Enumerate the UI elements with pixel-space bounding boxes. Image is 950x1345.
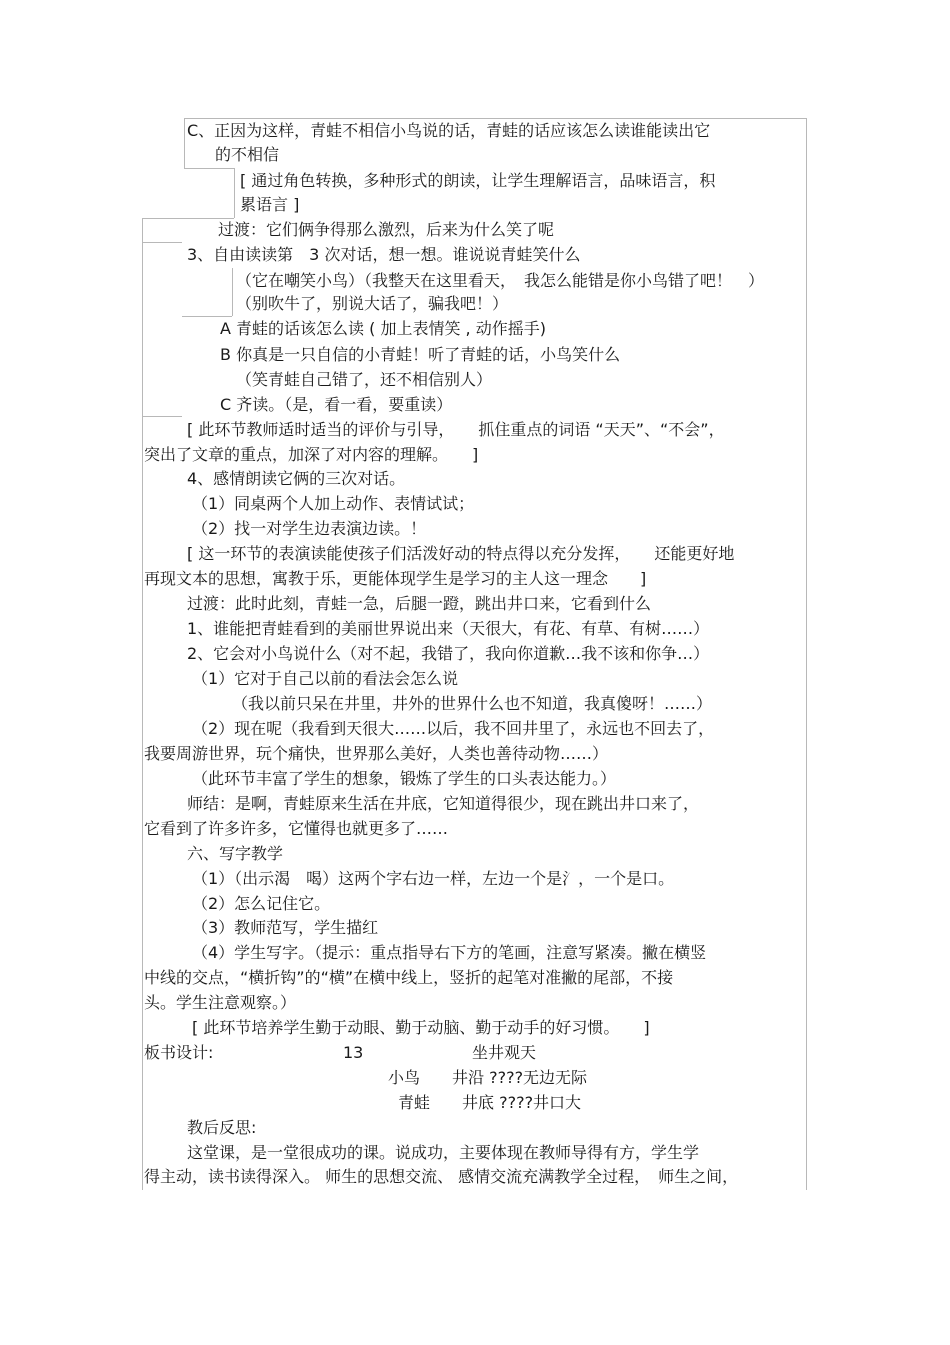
text-line: （2）怎么记住它。 (192, 894, 331, 913)
text-line: （它在嘲笑小鸟）（我整天在这里看天， 我怎么能错是你小鸟错了吧！ ） (236, 271, 765, 290)
text-line: [ 通过角色转换，多种形式的朗读，让学生理解语言，品味语言，积 (240, 171, 716, 190)
text-line: （4）学生写字。（提示：重点指导右下方的笔画，注意写紧凑。撇在横竖 (192, 943, 707, 962)
board-lesson-number: 13 (343, 1043, 364, 1062)
text-line: [ 这一环节的表演读能使孩子们活泼好动的特点得以充分发挥， 还能更好地 (187, 544, 735, 563)
text-line: 再现文本的思想，寓教于乐，更能体现学生是学习的主人这一理念 ] (144, 569, 647, 588)
table-border-left-lower (142, 218, 143, 1190)
text-line: 突出了文章的重点，加深了对内容的理解。 ] (144, 445, 479, 464)
board-row: 青蛙 井底 ????井口大 (398, 1093, 582, 1112)
table-border-indent-vertical (232, 268, 233, 316)
text-line: 它看到了许多许多，它懂得也就更多了…… (144, 819, 449, 838)
text-line: （别吹牛了，别说大话了，骗我吧！） (236, 294, 509, 313)
table-border-row-c (142, 416, 182, 417)
text-line: （2）现在呢（我看到天很大……以后，我不回井里了，永远也不回去了， (192, 719, 715, 738)
text-line: （此环节丰富了学生的想象，锻炼了学生的口头表达能力。） (192, 769, 617, 788)
text-line: 1、谁能把青蛙看到的美丽世界说出来（天很大，有花、有草、有树……） (187, 619, 710, 638)
table-border-row3 (142, 242, 182, 243)
text-line: 这堂课，是一堂很成功的课。说成功，主要体现在教师导得有方，学生学 (187, 1143, 700, 1162)
text-line: 我要周游世界，玩个痛快，世界那么美好，人类也善待动物……） (144, 744, 609, 763)
table-border-step2 (142, 218, 234, 219)
board-title: 坐井观天 (472, 1043, 537, 1062)
board-design-label: 板书设计: (144, 1043, 214, 1062)
text-line: C 齐读。（是，看一看，要重读） (220, 395, 453, 414)
text-line: （我以前只呆在井里，井外的世界什么也不知道，我真傻呀！……） (232, 694, 713, 713)
table-border-left-upper (184, 118, 185, 168)
text-line: 4、感情朗读它俩的三次对话。 (187, 469, 406, 488)
reflection-heading: 教后反思: (187, 1118, 257, 1137)
text-line: （3）教师范写，学生描红 (192, 918, 379, 937)
text-line: 头。学生注意观察。） (144, 993, 297, 1012)
text-line: 累语言 ] (240, 195, 300, 214)
text-line: （1）它对于自己以前的看法会怎么说 (192, 669, 459, 688)
text-line: 的不相信 (215, 145, 280, 164)
text-line: （2）找一对学生边表演边读。！ (192, 519, 427, 538)
text-line: （1）同桌两个人加上动作、表情试试； (192, 494, 475, 513)
text-line: [ 此环节教师适时适当的评价与引导， 抓住重点的词语 “天天”、“不会”， (187, 420, 725, 439)
text-line: B 你真是一只自信的小青蛙！听了青蛙的话，小鸟笑什么 (220, 345, 621, 364)
text-line: 师结：是啊，青蛙原来生活在井底，它知道得很少，现在跳出井口来了， (187, 794, 700, 813)
text-line: [ 此环节培养学生勤于动眼、勤于动脑、勤于动手的好习惯。 ] (192, 1018, 650, 1037)
text-line: 2、它会对小鸟说什么（对不起，我错了，我向你道歉…我不该和你争…） (187, 644, 710, 663)
table-border-indent-bottom (182, 316, 232, 317)
text-line: （笑青蛙自己错了，还不相信别人） (236, 370, 493, 389)
text-line: 得主动，读书读得深入。 师生的思想交流、 感情交流充满教学全过程， 师生之间， (144, 1167, 739, 1186)
table-border-step1-vertical (234, 168, 235, 218)
text-line: A 青蛙的话该怎么读 ( 加上表情笑 , 动作摇手) (220, 319, 546, 338)
board-row: 小鸟 井沿 ????无边无际 (388, 1068, 588, 1087)
text-line: 过渡：它们俩争得那么激烈，后来为什么笑了呢 (218, 220, 555, 239)
text-line: （1）（出示渴 喝）这两个字右边一样，左边一个是氵，一个是口。 (192, 869, 675, 888)
text-line: 中线的交点，“横折钩”的“横”在横中线上，竖折的起笔对准撇的尾部，不接 (144, 968, 674, 987)
section-heading: 六、写字教学 (187, 844, 284, 863)
table-border-step1 (184, 168, 234, 169)
table-border-top (184, 118, 807, 119)
table-border-right (806, 118, 807, 1190)
text-line: 过渡：此时此刻，青蛙一急，后腿一蹬，跳出井口来，它看到什么 (187, 594, 652, 613)
text-line: 3、自由读读第 3 次对话，想一想。谁说说青蛙笑什么 (187, 245, 581, 264)
text-line: C、正因为这样，青蛙不相信小鸟说的话，青蛙的话应该怎么读谁能读出它 (187, 121, 711, 140)
